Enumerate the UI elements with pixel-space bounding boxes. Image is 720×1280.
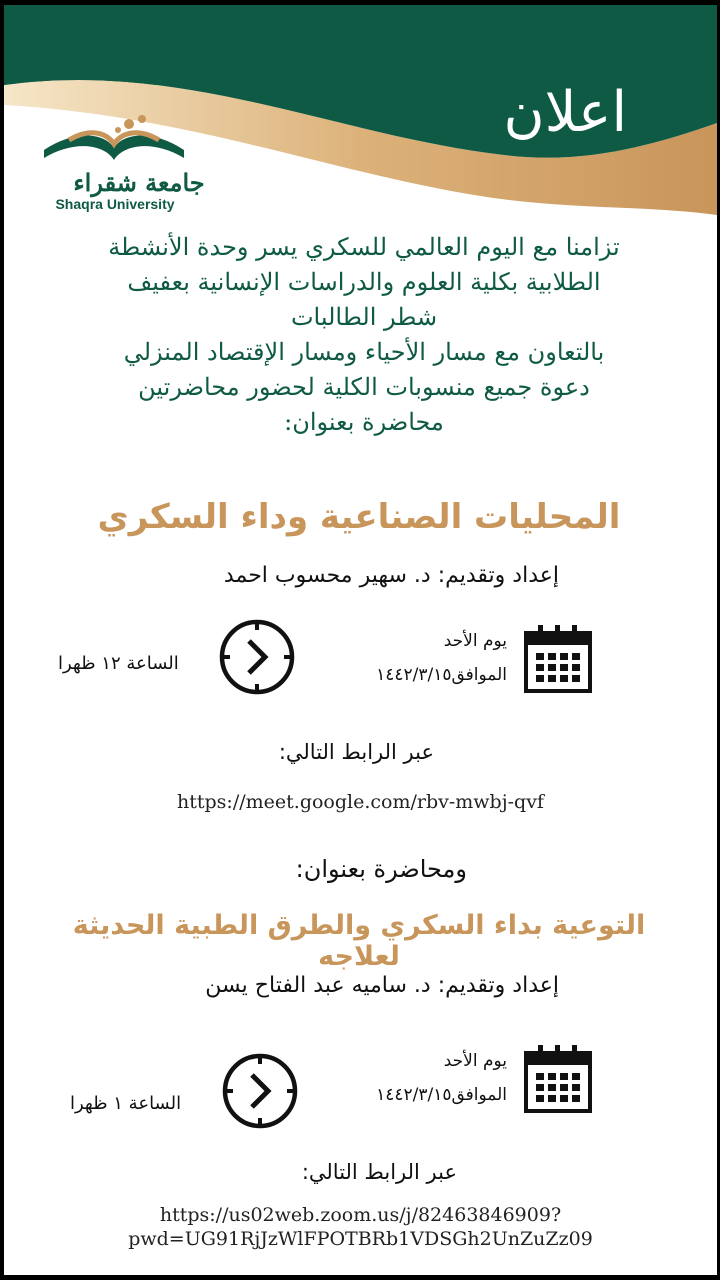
lecture1-presenter: إعداد وتقديم: د. سهير محسوب احمد: [223, 563, 559, 588]
lecture2-link-label: عبر الرابط التالي:: [301, 1160, 457, 1184]
intro-line: بالتعاون مع مسار الأحياء ومسار الإقتصاد المنزلي: [123, 338, 605, 366]
logo-english-text: Shaqra University: [55, 196, 175, 212]
intro-line: دعوة جميع منسوبات الكلية لحضور محاضرتين: [138, 373, 590, 401]
lecture2-date: الموافق١٤٤٢/٣/١٥: [376, 1085, 507, 1105]
lecture2-url-line[interactable]: https://us02web.zoom.us/j/82463846909?: [159, 1204, 562, 1226]
clock-icon: [217, 617, 297, 697]
lecture2-title: التوعية بداء السكري والطرق الطبية الحديثة لعلاجه: [72, 910, 646, 972]
logo-arabic-text: جامعة شقراء: [73, 168, 205, 197]
lecture1-day: يوم الأحد: [443, 631, 507, 651]
lecture1-link-label: عبر الرابط التالي:: [278, 740, 434, 764]
announcement-title: اعلان: [503, 80, 627, 145]
lecture2-day: يوم الأحد: [443, 1051, 507, 1071]
lecture2-url-line[interactable]: pwd=UG91RjJzWlFPOTBRb1VDSGh2UnZuZz09: [128, 1228, 593, 1250]
second-lecture-intro: ومحاضرة بعنوان:: [295, 855, 467, 883]
lecture2-date-block: [376, 1051, 507, 1105]
intro-line: شطر الطالبات: [290, 303, 438, 331]
lecture1-meeting-link[interactable]: https://meet.google.com/rbv-mwbj-qvf: [177, 791, 544, 813]
intro-line: الطلابية بكلية العلوم والدراسات الإنسانية بعفيف: [127, 268, 601, 296]
announcement-poster: [4, 5, 717, 1275]
clock-icon: [220, 1051, 300, 1131]
intro-line: محاضرة بعنوان:: [284, 408, 444, 436]
university-logo: [34, 110, 205, 215]
lecture1-title: المحليات الصناعية وداء السكري: [97, 497, 621, 537]
lecture2-presenter: إعداد وتقديم: د. ساميه عبد الفتاح يسن: [205, 973, 559, 998]
lecture2-time: الساعة ١ ظهرا: [70, 1093, 182, 1114]
calendar-icon: [522, 623, 594, 695]
lecture1-date-block: [376, 631, 507, 685]
book-emblem-icon: [34, 110, 194, 170]
lecture1-time: الساعة ١٢ ظهرا: [58, 653, 179, 674]
calendar-icon: [522, 1043, 594, 1115]
lecture1-date: الموافق١٤٤٢/٣/١٥: [376, 665, 507, 685]
lecture2-meeting-link[interactable]: [4, 1203, 717, 1251]
intro-paragraph: [64, 230, 664, 440]
intro-line: تزامنا مع اليوم العالمي للسكري يسر وحدة الأنشطة: [108, 233, 620, 261]
